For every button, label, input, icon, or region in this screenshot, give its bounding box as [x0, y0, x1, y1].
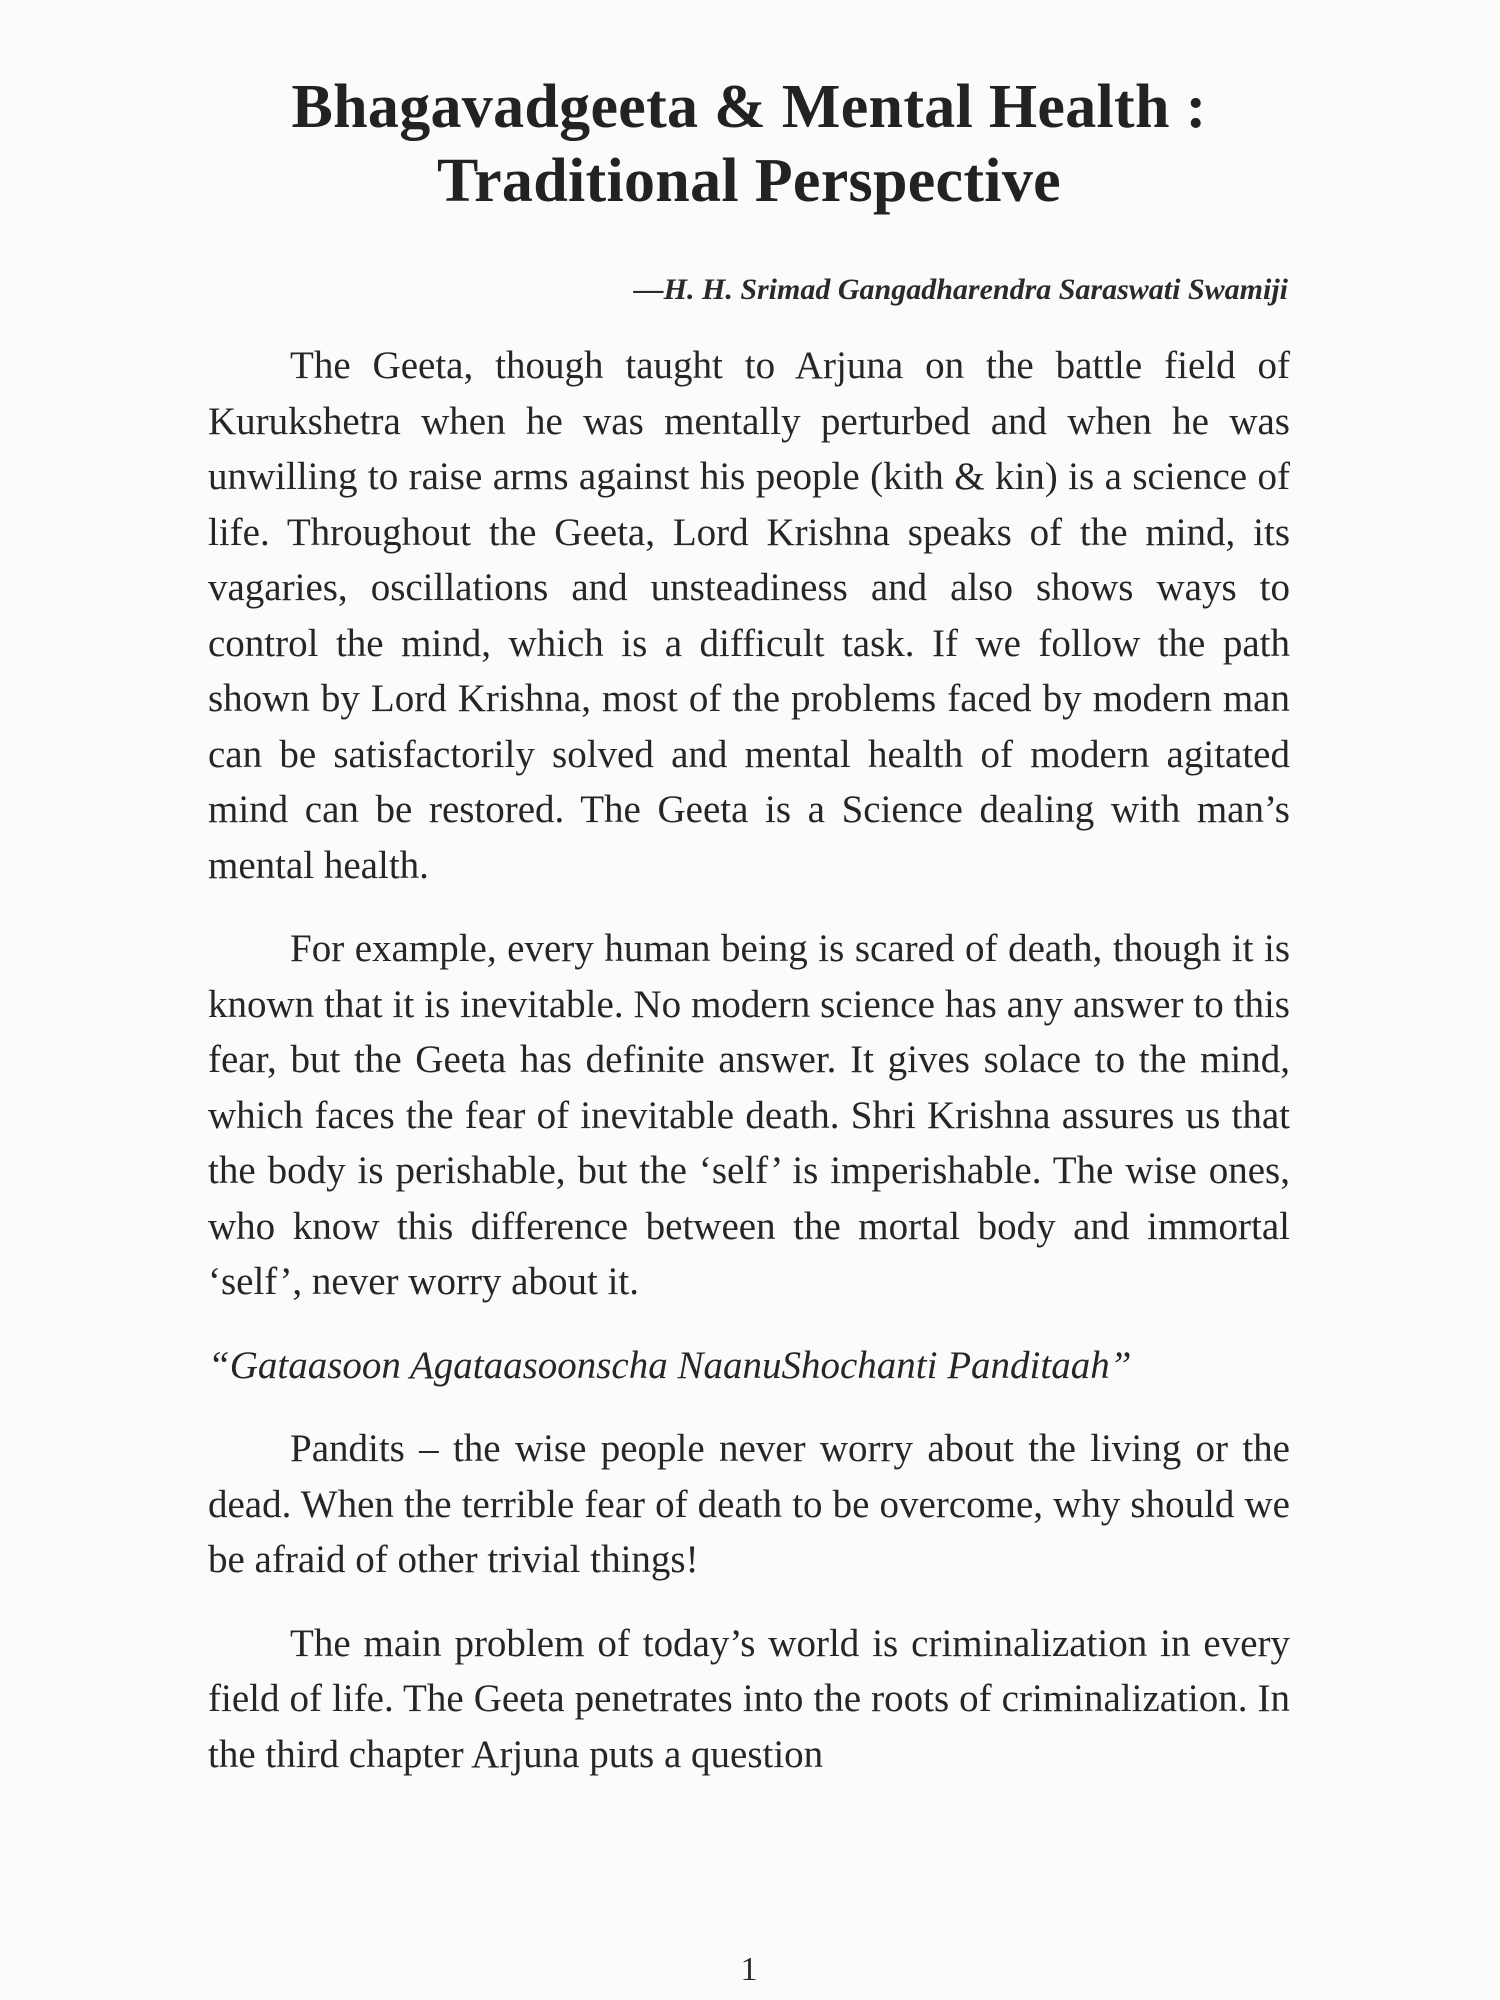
- title-line-2: Traditional Perspective: [437, 147, 1061, 215]
- paragraph-1: The Geeta, though taught to Arjuna on the battle field of Kurukshetra when he was mentally perturbed and when he was unwilling to raise arms against his people (kith & kin) is a science of life. Throughout the Geeta, Lord Krishna speaks of the mind, its vagaries, oscillations and unsteadiness and also shows ways to control the mind, which is a difficult task. If we follow the path shown by Lord Krishna, most of the problems faced by modern man can be satisfactorily solved and mental health of modern agitated mind can be restored. The Geeta is a Science dealing with man’s mental health.: [208, 344, 1290, 887]
- page-number: 1: [740, 1951, 758, 1988]
- page-title: [208, 70, 1290, 218]
- author-byline: —H. H. Srimad Gangadharendra Saraswati Swamiji: [633, 273, 1288, 306]
- sanskrit-quote: “Gataasoon Agataasoonscha NaanuShochanti Panditaah”: [208, 1343, 1132, 1387]
- paragraph-4: The main problem of today’s world is criminalization in every field of life. The Geeta penetrates into the roots of criminalization. In the third chapter Arjuna puts a question: [208, 1621, 1290, 1776]
- paragraph-2: For example, every human being is scared of death, though it is known that it is inevitable. No modern science has any answer to this fear, but the Geeta has definite answer. It gives solace to the mind, which faces the fear of inevitable death. Shri Krishna assures us that the body is perishable, but the ‘self’ is imperishable. The wise ones, who know this difference between the mortal body and immortal ‘self’, never worry about it.: [208, 927, 1290, 1303]
- book-page: [208, 70, 1290, 1988]
- paragraph-3: Pandits – the wise people never worry about the living or the dead. When the terrible fear of death to be overcome, why should we be afraid of other trivial things!: [208, 1427, 1290, 1581]
- title-line-1: Bhagavadgeeta & Mental Health :: [291, 73, 1207, 141]
